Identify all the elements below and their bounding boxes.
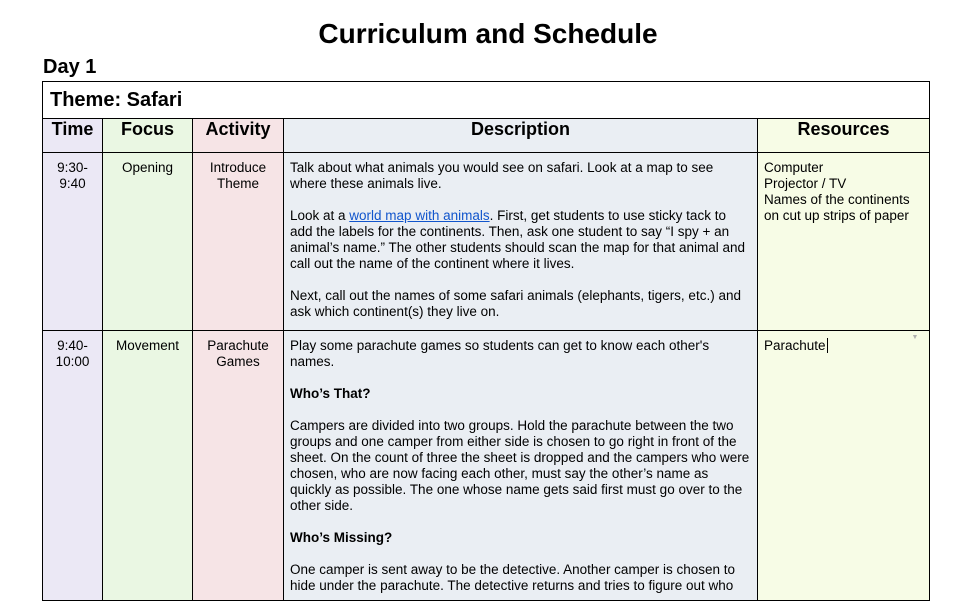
schedule-table	[42, 81, 930, 601]
description-paragraph: Campers are divided into two groups. Hold the parachute between the two groups and one camper from either side is chosen to go right in front of the sheet. On the count of three the sheet is dropped and the campers who were chosen, who are now facing each other, must say the other’s name as quickly as possible. The one whose name gets said first must go over to the other side.	[290, 418, 750, 513]
time-value: 9:30- 9:40	[57, 160, 88, 191]
world-map-link[interactable]: world map with animals	[349, 208, 490, 223]
table-row	[43, 331, 930, 601]
theme-cell[interactable]: Theme: Safari	[43, 82, 930, 119]
time-cell[interactable]	[43, 153, 103, 331]
description-paragraph: Next, call out the names of some safari animals (elephants, tigers, etc.) and ask which continent(s) they live on.	[290, 288, 741, 319]
description-cell[interactable]	[284, 331, 758, 601]
description-paragraph: Play some parachute games so students can get to know each other's names.	[290, 338, 710, 369]
text-cursor	[827, 338, 828, 353]
header-description: Description	[284, 119, 758, 153]
header-activity: Activity	[193, 119, 284, 153]
table-header-row	[43, 119, 930, 153]
focus-value: Movement	[115, 338, 180, 353]
resource-item: Names of the continents on cut up strips of paper	[764, 192, 910, 223]
resources-cell[interactable]	[758, 331, 930, 601]
activity-value: Parachute Games	[207, 338, 269, 369]
focus-cell[interactable]	[103, 153, 193, 331]
document-title: Curriculum and Schedule	[318, 18, 658, 49]
focus-value: Opening	[121, 160, 174, 175]
focus-cell[interactable]	[103, 331, 193, 601]
description-cell[interactable]	[284, 153, 758, 331]
game-heading: Who’s That?	[290, 386, 371, 401]
time-value: 9:40- 10:00	[55, 338, 90, 369]
description-paragraph: Talk about what animals you would see on safari. Look at a map to see where these animals live.	[290, 160, 714, 191]
resource-item: Computer	[764, 160, 824, 175]
resource-item: Parachute	[764, 338, 826, 353]
header-focus: Focus	[103, 119, 193, 153]
chevron-down-icon[interactable]: ▼	[911, 334, 919, 341]
header-resources: Resources	[758, 119, 930, 153]
resources-cell[interactable]	[758, 153, 930, 331]
description-paragraph: One camper is sent away to be the detective. Another camper is chosen to hide under the parachute. The detective returns and tries to figure out who	[290, 562, 735, 593]
description-paragraph: Look at a world map with animals. First, get students to use sticky tack to add the labels for the continents. Then, ask one student to say “I spy + an animal’s name.” The other students should scan the map for that animal and call out the name of the continent where it lives.	[290, 208, 746, 271]
game-heading: Who’s Missing?	[290, 530, 393, 545]
table-row	[43, 153, 930, 331]
activity-cell[interactable]	[193, 153, 284, 331]
activity-value: Introduce Theme	[209, 160, 267, 191]
day-heading: Day 1	[43, 56, 97, 78]
activity-cell[interactable]	[193, 331, 284, 601]
header-time: Time	[43, 119, 103, 153]
time-cell[interactable]	[43, 331, 103, 601]
resource-item: Projector / TV	[764, 176, 847, 191]
